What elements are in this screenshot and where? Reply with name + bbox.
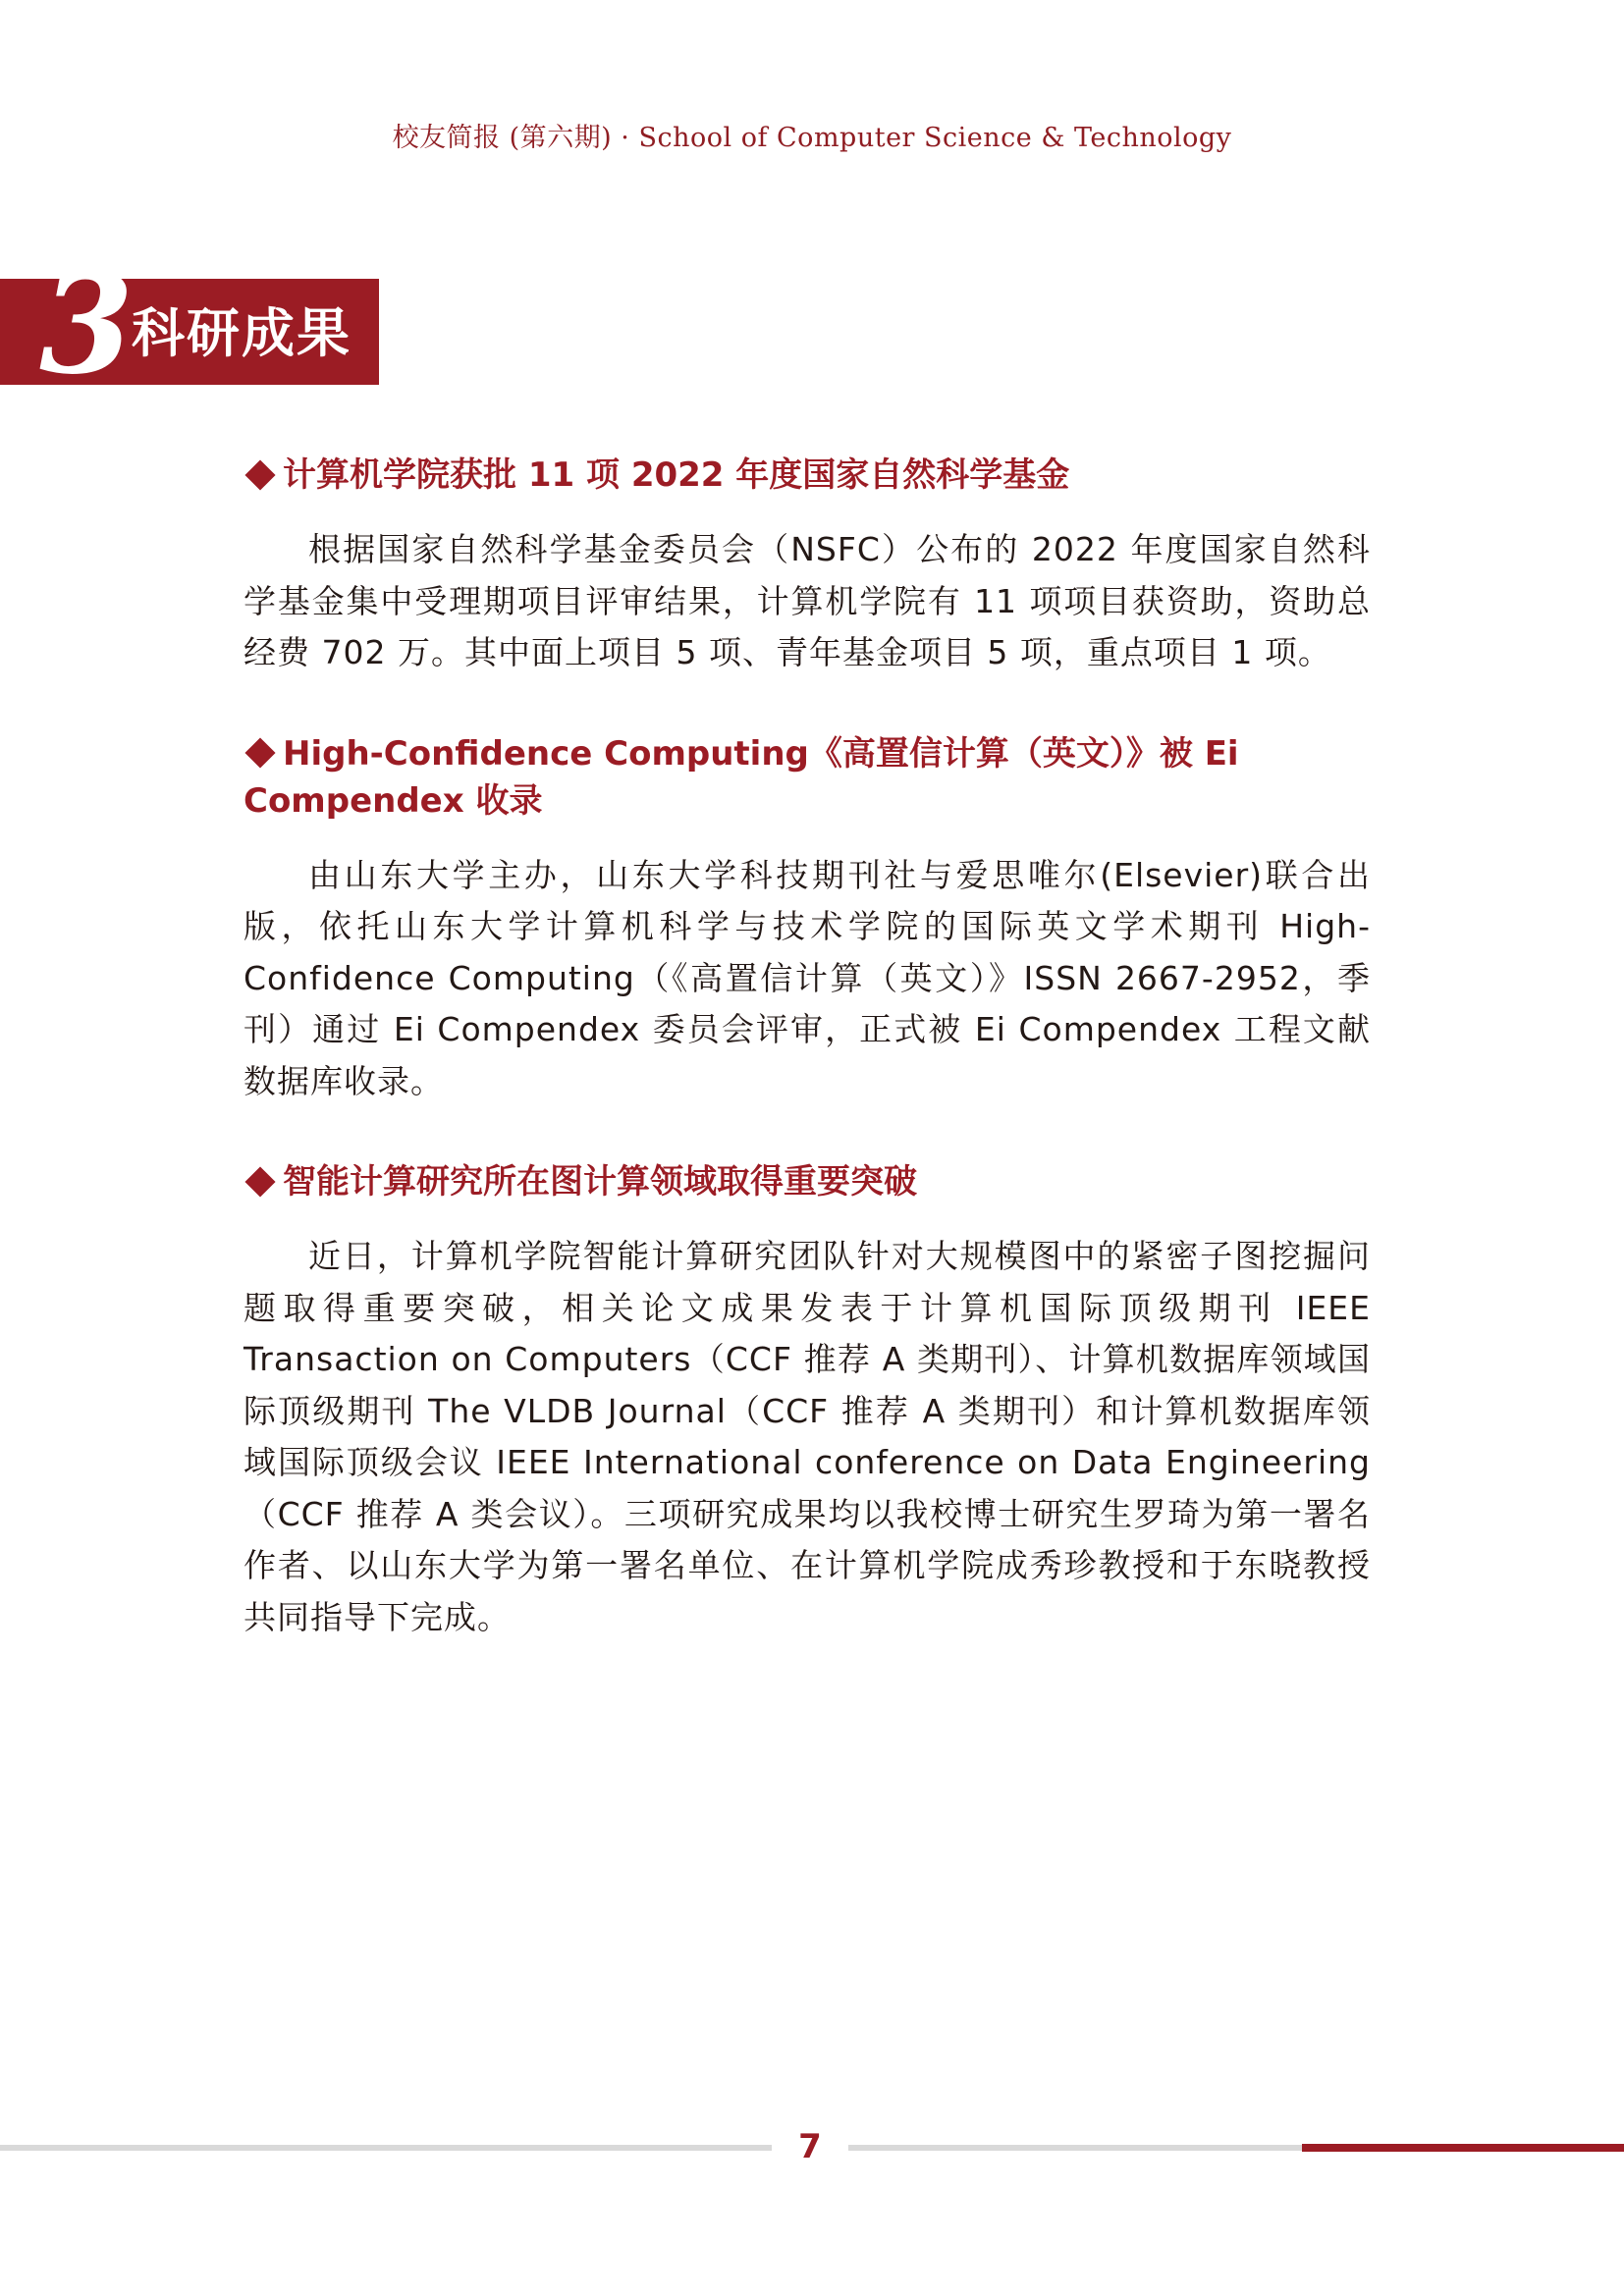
article-heading-text: High-Confidence Computing《高置信计算（英文）》被 Ei Compendex 收录 [244,733,1239,821]
article-graph-computing [244,1158,1371,1643]
article-heading [244,730,1371,825]
article-heading [244,452,1371,499]
diamond-bullet-icon [244,1166,275,1197]
article-hcc-journal [244,730,1371,1108]
article-body: 根据国家自然科学基金委员会（NSFC）公布的 2022 年度国家自然科学基金集中受理期项目评审结果，计算机学院有 11 项项目获资助，资助总经费 702 万。其中面上项目 5 项、青年基金项目 5 项，重点项目 1 项。 [244,530,1371,671]
article-body: 由山东大学主办，山东大学科技期刊社与爱思唯尔(Elsevier)联合出版，依托山东大学计算机科学与技术学院的国际英文学术期刊 High-Confidence Computing（《高置信计算（英文）》ISSN 2667-2952，季刊）通过 Ei Compendex 委员会评审，正式被 Ei Compendex 工程文献数据库收录。 [244,855,1371,1100]
article-heading [244,1158,1371,1205]
footer-accent-rule [1302,2144,1624,2152]
page-number: 7 [798,2127,822,2166]
diamond-bullet-icon [244,737,275,768]
section-number: 3 [39,244,135,404]
diamond-bullet-icon [244,459,275,490]
article-heading-text: 智能计算研究所在图计算领域取得重要突破 [283,1162,917,1201]
section-title: 科研成果 [132,302,352,364]
article-heading-text: 计算机学院获批 11 项 2022 年度国家自然科学基金 [283,455,1070,495]
article-body: 近日，计算机学院智能计算研究团队针对大规模图中的紧密子图挖掘问题取得重要突破，相关论文成果发表于计算机国际顶级期刊 IEEE Transaction on Computers（CCF 推荐 A 类期刊）、计算机数据库领域国际顶级期刊 The VLDB Journal（CCF 推荐 A 类期刊）和计算机数据库领域国际顶级会议 IEEE International conference on Data Engineering（CCF 推荐 A 类会议）。三项研究成果均以我校博士研究生罗琦为第一署名作者、以山东大学为第一署名单位、在计算机学院成秀珍教授和于东晓教授共同指导下完成。 [244,1237,1371,1636]
running-header: 校友简报 (第六期) · School of Computer Science & Technology [392,123,1232,153]
article-nsfc [244,452,1371,679]
article-list [244,452,1371,1694]
footer-rule-left [0,2145,772,2151]
footer-rule-right [848,2145,1302,2151]
